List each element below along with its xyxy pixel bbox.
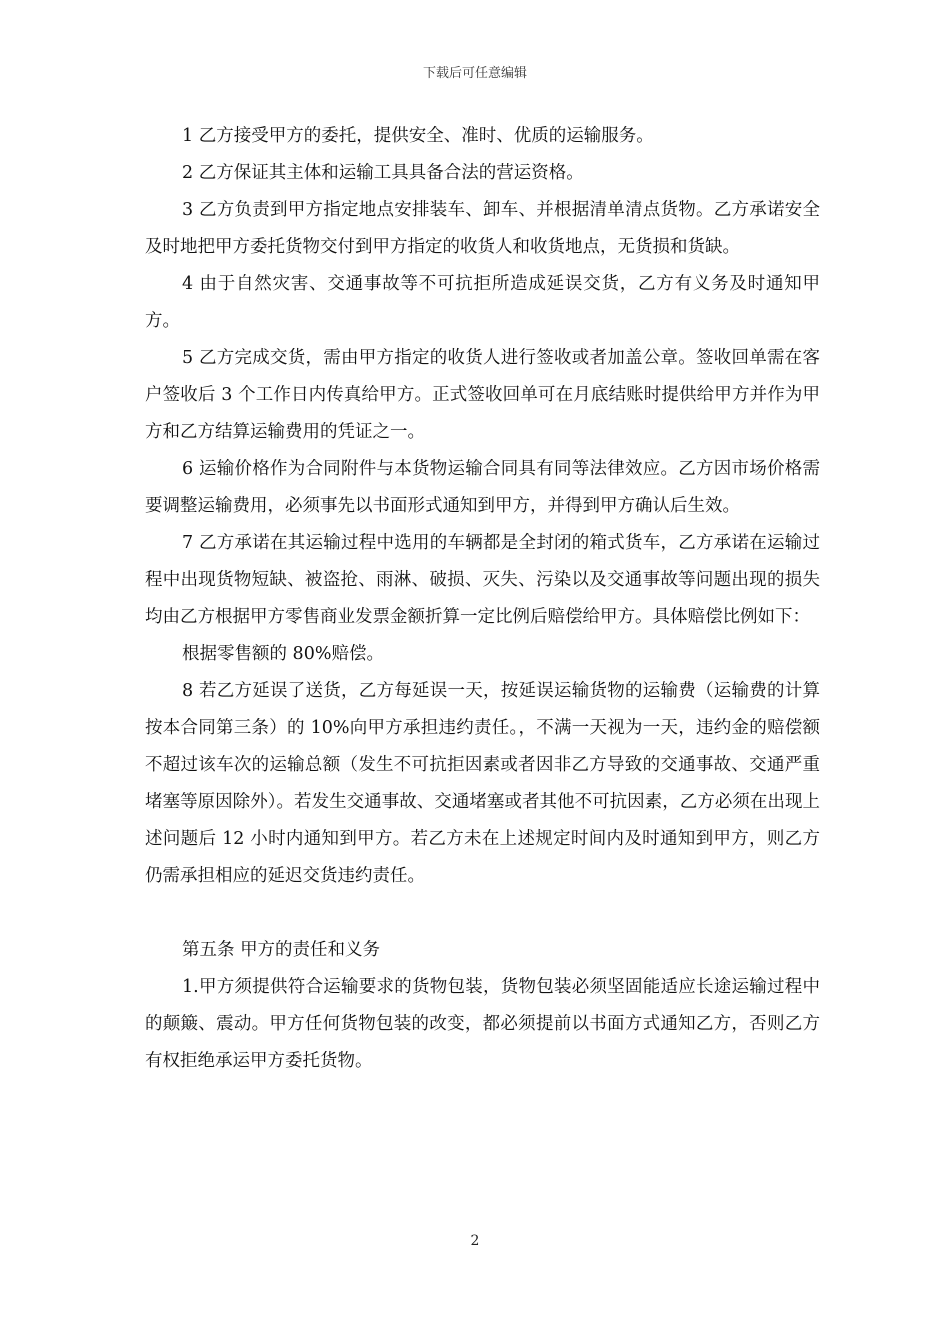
article-5-clause-1: 1.甲方须提供符合运输要求的货物包装，货物包装必须坚固能适应长途运输过程中的颠簸、震动。甲方任何货物包装的改变，都必须提前以书面方式通知乙方，否则乙方有权拒绝承运甲方委托货物。 (145, 977, 820, 1071)
clause-6: 6 运输价格作为合同附件与本货物运输合同具有同等法律效应。乙方因市场价格需要调整运输费用，必须事先以书面形式通知到甲方，并得到甲方确认后生效。 (145, 459, 820, 516)
clause-2: 2 乙方保证其主体和运输工具具备合法的营运资格。 (182, 163, 584, 183)
clause-8: 8 若乙方延误了送货，乙方每延误一天，按延误运输货物的运输费（运输费的计算按本合同第三条）的 10%向甲方承担违约责任。，不满一天视为一天，违约金的赔偿额不超过该车次的运输总额（发生不可抗拒因素或者因非乙方导致的交通事故、交通严重堵塞等原因除外）。若发生交通事故、交通堵塞或者其他不可抗因素，乙方必须在出现上述问题后 12 小时内通知到甲方。若乙方未在上述规定时间内及时通知到甲方，则乙方仍需承担相应的延迟交货违约责任。 (145, 681, 820, 886)
clause-1: 1 乙方接受甲方的委托，提供安全、准时、优质的运输服务。 (182, 126, 654, 146)
clause-7: 7 乙方承诺在其运输过程中选用的车辆都是全封闭的箱式货车，乙方承诺在运输过程中出现货物短缺、被盗抢、雨淋、破损、灭失、污染以及交通事故等问题出现的损失均由乙方根据甲方零售商业发票金额折算一定比例后赔偿给甲方。具体赔偿比例如下： (145, 533, 820, 627)
page-number: 2 (470, 1233, 480, 1249)
clause-3: 3 乙方负责到甲方指定地点安排装车、卸车、并根据清单清点货物。乙方承诺安全及时地把甲方委托货物交付到甲方指定的收货人和收货地点，无货损和货缺。 (145, 200, 820, 257)
article-5-heading: 第五条 甲方的责任和义务 (182, 940, 381, 960)
compensation-ratio: 根据零售额的 80%赔偿。 (182, 644, 384, 664)
clause-5: 5 乙方完成交货，需由甲方指定的收货人进行签收或者加盖公章。签收回单需在客户签收后 3 个工作日内传真给甲方。正式签收回单可在月底结账时提供给甲方并作为甲方和乙方结算运输费用的凭证之一。 (145, 348, 820, 442)
page-header: 下载后可任意编辑 (422, 66, 527, 81)
document-body (145, 118, 820, 1080)
clause-4: 4 由于自然灾害、交通事故等不可抗拒所造成延误交货，乙方有义务及时通知甲方。 (145, 274, 820, 331)
